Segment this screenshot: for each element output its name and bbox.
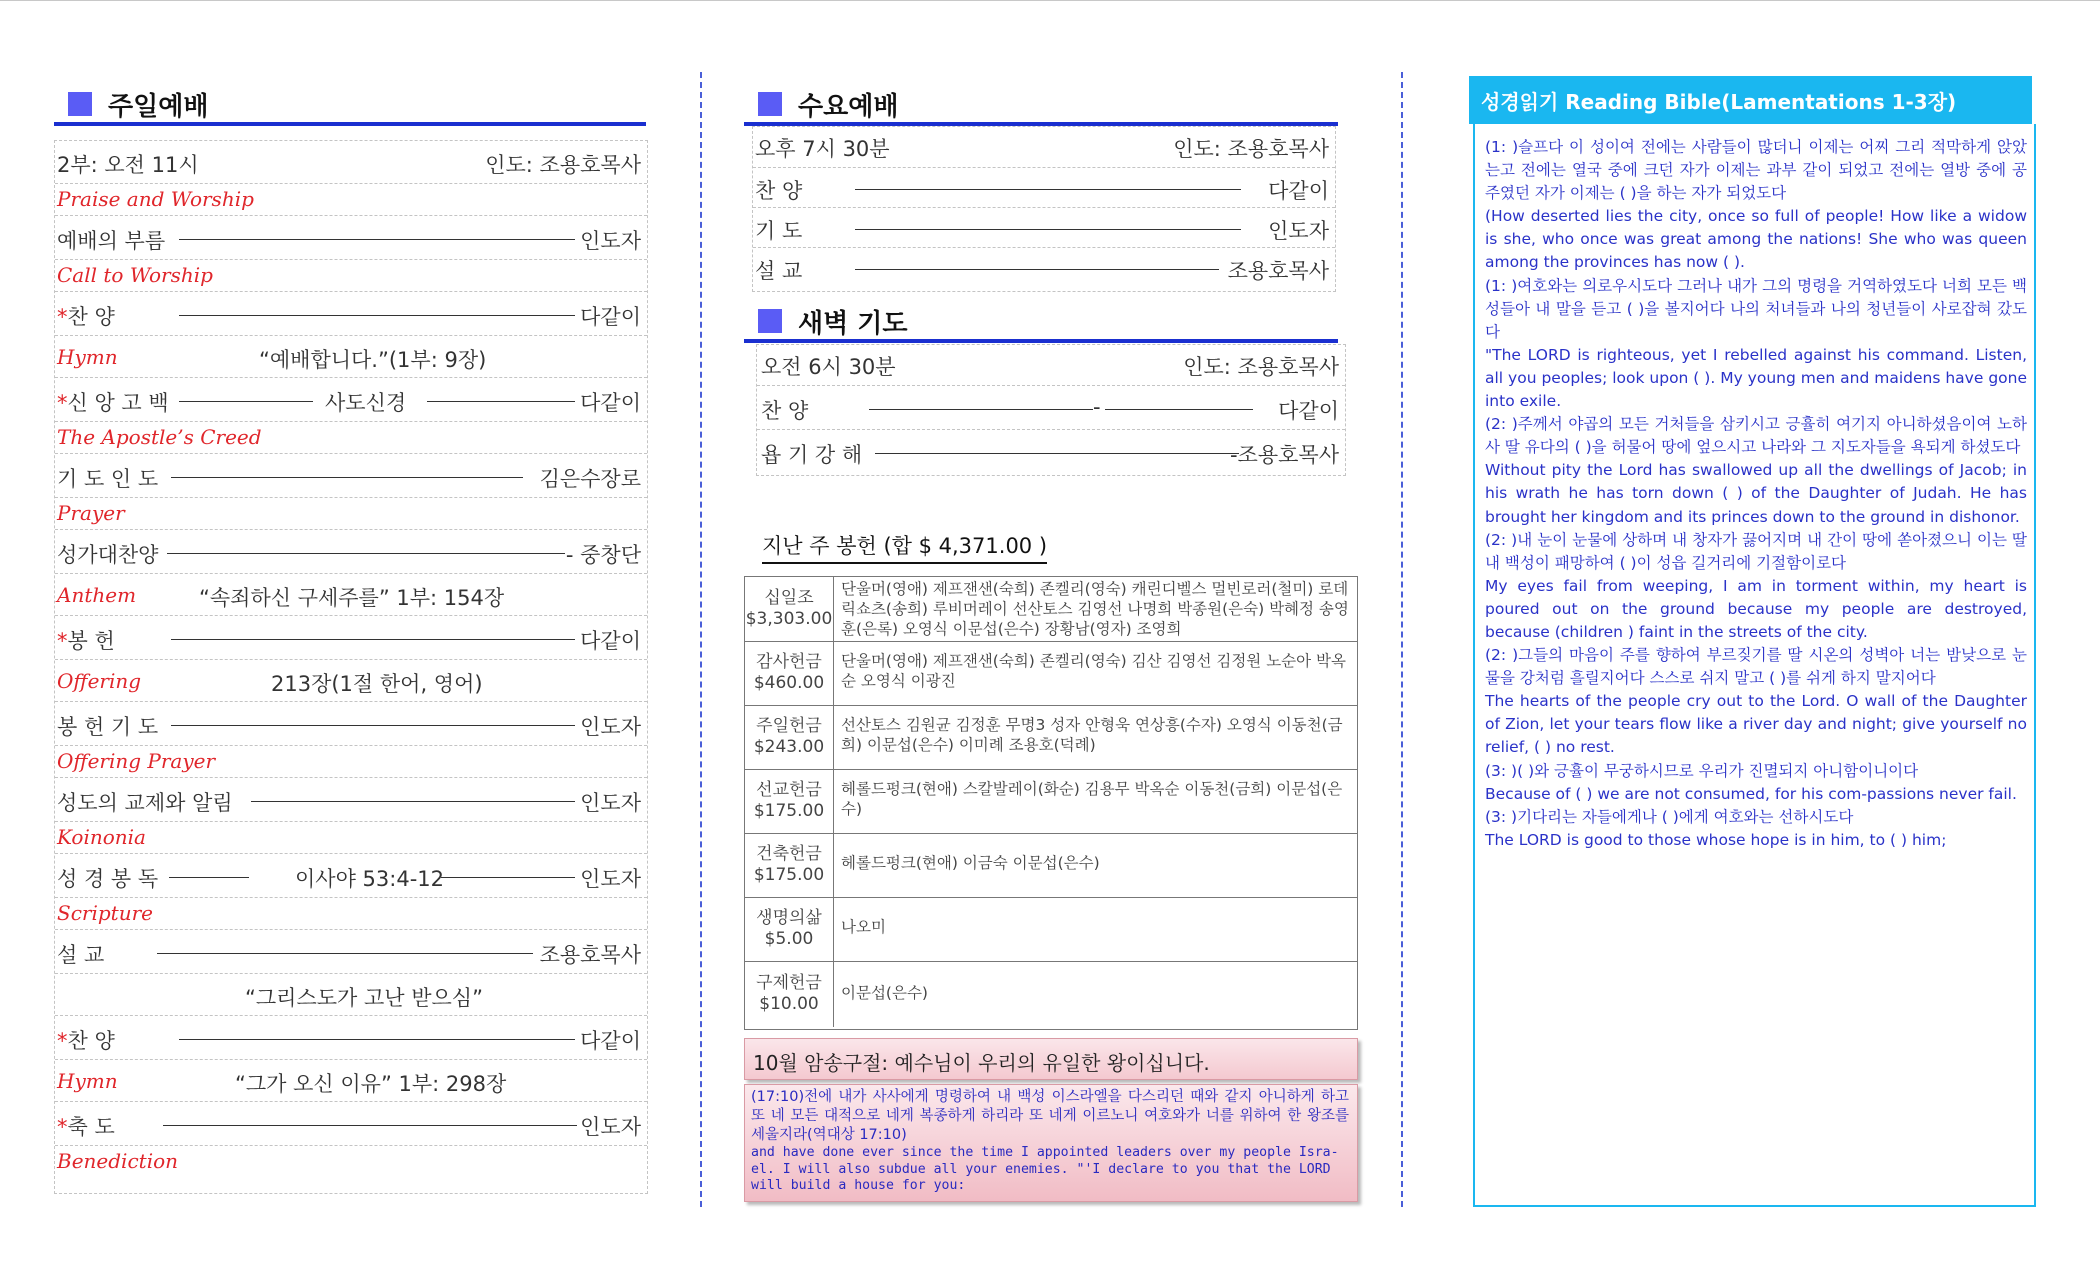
- table-row: [745, 577, 1357, 642]
- dawn-order: [756, 344, 1346, 476]
- hymn-en-row: [55, 1059, 647, 1102]
- offering-names: 단울머(영애) 제프잰샌(숙희) 존켈리(영숙) 김산 김영선 김정원 노순아 박옥순 오영식 이광진: [841, 652, 1346, 690]
- koinonia-english: Koinonia: [57, 825, 146, 849]
- table-row: [745, 961, 1357, 1027]
- table-row: [745, 705, 1357, 770]
- hymn-label: 찬 양: [67, 305, 115, 329]
- wednesday-hymn-row: [753, 167, 1335, 208]
- offering-prayer-leader: 인도자: [580, 715, 641, 739]
- anthem-en-row: [55, 573, 647, 616]
- benediction-english: Benediction: [57, 1149, 179, 1173]
- sunday-order: [54, 140, 648, 1194]
- standing-mark: *: [57, 629, 68, 653]
- wednesday-time: 오후 7시 30분: [755, 137, 890, 161]
- reading-bible-title: 성경읽기 Reading Bible(Lamentations 1-3장): [1481, 90, 1957, 114]
- service-time: 2부: 오전 11시: [57, 153, 199, 177]
- offering-category: 십일조 $3,303.00: [745, 577, 834, 641]
- offering-names: 단울머(영애) 제프잰샌(숙희) 존켈리(영숙) 캐린디벨스 멀빈로러(철미) 로데릭쇼츠(송희) 루비머레이 선산토스 김영선 나명희 박종원(은숙) 박혜정 송영훈(은록) 오영식 이문섭(은수) 장황남(영자) 조영희: [841, 580, 1349, 638]
- offering-table: [744, 576, 1358, 1030]
- scripture-row: [55, 853, 647, 898]
- call-label: 예배의 부름: [57, 229, 166, 253]
- wednesday-prayer-row: [753, 207, 1335, 248]
- memory-verse-box: [744, 1084, 1358, 1202]
- wednesday-hymn-label: 찬 양: [755, 179, 803, 203]
- offering-names: 나오미: [841, 918, 886, 936]
- wednesday-leader: 인도: 조용호목사: [1173, 137, 1329, 161]
- memory-verse-korean: (17:10)전에 내가 사사에게 명령하여 내 백성 이스라엘을 다스리던 때와 같지 아니하게 하고 또 네 모든 대적으로 네게 복종하게 하리라 또 네게 이르노니 여호와가 너를 위하여 한 왕조를 세울지라(역대상 17:10): [751, 1089, 1349, 1143]
- prayer-label: 기 도 인 도: [57, 467, 159, 491]
- dawn-dash: -: [1093, 395, 1101, 419]
- dawn-hymn-row: [757, 385, 1345, 430]
- scripture-leader: 인도자: [580, 867, 641, 891]
- anthem-english: Anthem: [57, 583, 137, 607]
- reading-bible-box: [1473, 124, 2036, 1207]
- service-leader: 인도: 조용호목사: [485, 153, 641, 177]
- reading-bible-header: [1469, 76, 2032, 124]
- offering-category: 구제헌금 $10.00: [745, 961, 834, 1027]
- koinonia-label: 성도의 교제와 알림: [57, 791, 233, 815]
- verse-english: The hearts of the people cry out to the Lord. O wall of the Daughter of Zion, let your tears flow like a river day and night; give yourself no relief, ( ) no rest.: [1485, 692, 2027, 757]
- memory-verse-english: and have done ever since the time I appointed leaders over my people Isra-el. I will also subdue all your enemies. "'I declare to you that the LORD will build a house for you:: [751, 1145, 1339, 1193]
- offering-label: 봉 헌: [67, 629, 115, 653]
- dawn-job-row: [757, 429, 1345, 473]
- leader-line: [157, 953, 533, 954]
- prayer-english: Prayer: [57, 501, 125, 525]
- leader-line: [179, 239, 575, 240]
- sunday-header: [54, 80, 646, 126]
- creed-en-row: [55, 421, 647, 454]
- verse-english: "The LORD is righteous, yet I rebelled against his command. Listen, all you peoples; look upon ( ). My young men and maidens have gone into exile.: [1485, 345, 2027, 411]
- anthem-leader: - 중창단: [565, 543, 641, 567]
- wednesday-hymn-leader: 다같이: [1268, 179, 1329, 203]
- benediction-label: 축 도: [67, 1115, 115, 1139]
- standing-mark: *: [57, 1115, 68, 1139]
- hymn-label: 찬 양: [67, 1029, 115, 1053]
- offering-leader: 다같이: [580, 629, 641, 653]
- offering-prayer-label: 봉 헌 기 도: [57, 715, 159, 739]
- dawn-job-label: 욥 기 강 해: [761, 443, 863, 467]
- memory-verse-header: [744, 1038, 1358, 1080]
- dawn-leader: 인도: 조용호목사: [1183, 355, 1339, 379]
- service-time-row: [55, 141, 647, 184]
- offering-category: 건축헌금 $175.00: [745, 833, 834, 897]
- offering-row: [55, 615, 647, 660]
- sermon-title: “그리스도가 고난 받으심”: [245, 986, 483, 1010]
- offering-prayer-english: Offering Prayer: [57, 749, 216, 773]
- table-row: [745, 833, 1357, 898]
- prayer-leader: 김은수장로: [539, 467, 641, 491]
- creed-label: 신 앙 고 백: [67, 391, 169, 415]
- leader-line: [167, 553, 565, 554]
- hymn-english: Hymn: [57, 1069, 118, 1093]
- sermon-title-row: [55, 973, 647, 1016]
- leader-line: [251, 801, 575, 802]
- leader-line: [855, 189, 1241, 190]
- leader-line: [171, 725, 575, 726]
- anthem-row: [55, 529, 647, 574]
- leader-line: [171, 477, 523, 478]
- hymn-detail: “그가 오신 이유” 1부: 298장: [235, 1072, 507, 1096]
- offering-category: 생명의삶 $5.00: [745, 897, 834, 961]
- offering-names: 헤롤드펑크(현애) 스칼발레이(화순) 김용무 박옥순 이동천(금희) 이문섭(은수): [841, 780, 1343, 818]
- leader-line: [163, 1125, 577, 1126]
- wednesday-prayer-leader: 인도자: [1268, 219, 1329, 243]
- wednesday-order: [752, 126, 1336, 292]
- call-row: [55, 215, 647, 260]
- leader-line: [179, 401, 313, 402]
- offering-en-row: [55, 659, 647, 702]
- hymn-leader: 다같이: [580, 305, 641, 329]
- offering-category: 주일헌금 $243.00: [745, 705, 834, 769]
- verse-english: The LORD is good to those whose hope is in him, to ( ) him;: [1485, 830, 1947, 849]
- wednesday-title: 수요예배: [798, 92, 899, 122]
- wednesday-prayer-label: 기 도: [755, 219, 803, 243]
- verse-english: Without pity the Lord has swallowed up all the dwellings of Jacob; in his wrath he has torn down ( ) of the Daughter of Judah. He has brought her kingdom and its princes down to the ground in dishonor.: [1485, 461, 2027, 526]
- dawn-time-row: [757, 345, 1345, 386]
- verse-english: Because of ( ) we are not consumed, for his com-passions never fail.: [1485, 784, 2017, 803]
- call-english: Call to Worship: [57, 263, 213, 287]
- creed-leader: 다같이: [580, 391, 641, 415]
- wednesday-sermon-row: [753, 247, 1335, 289]
- square-bullet-icon: [68, 92, 92, 116]
- offering-english: Offering: [57, 669, 142, 693]
- dawn-job-preacher: -조용호목사: [1229, 443, 1339, 467]
- dawn-hymn-label: 찬 양: [761, 399, 809, 423]
- hymn-row: [55, 1015, 647, 1060]
- sunday-title: 주일예배: [108, 92, 209, 122]
- wednesday-sermon-label: 설 교: [755, 259, 803, 283]
- scripture-reference: 이사야 53:4-12: [295, 867, 444, 891]
- verse-korean: (2: )그들의 마음이 주를 향하여 부르짖기를 딸 시온의 성벽아 너는 밤낮으로 눈물을 강처럼 흘릴지어다 스스로 쉬지 말고 ( )를 쉬게 하지 말지어다: [1485, 646, 2027, 688]
- standing-mark: *: [57, 1029, 68, 1053]
- column-divider: [1401, 72, 1403, 1207]
- square-bullet-icon: [758, 309, 782, 333]
- verse-korean: (3: )기다리는 자들에게나 ( )에게 여호와는 선하시도다: [1485, 807, 1854, 826]
- creed-row: [55, 377, 647, 422]
- hymn-detail: “예배합니다.”(1부: 9장): [259, 348, 487, 372]
- verse-korean: (1: )슬프다 이 성이여 전에는 사람들이 많더니 이제는 어찌 그리 적막하게 앉았는고 전에는 열국 중에 크던 자가 이제는 과부 같이 되었고 전에는 열방 중에 공주였던 자가 이제는 ( )을 하는 자가 되었도다: [1485, 138, 2027, 203]
- standing-mark: *: [57, 391, 68, 415]
- leader-line: [171, 639, 575, 640]
- column-divider: [700, 72, 702, 1207]
- hymn-english: Hymn: [57, 345, 118, 369]
- offering-report-title: 지난 주 봉헌 (합 $ 4,371.00 ): [762, 530, 1047, 564]
- call-leader: 인도자: [580, 229, 641, 253]
- dawn-header: [744, 297, 1338, 343]
- prayer-row: [55, 453, 647, 498]
- verse-korean: (1: )여호와는 의로우시도다 그러나 내가 그의 명령을 거역하였도다 너희 모든 백성들아 내 말을 듣고 ( )을 볼지어다 나의 처녀들과 나의 청년들이 사로잡혀 갔도다: [1485, 276, 2027, 341]
- offering-prayer-en-row: [55, 745, 647, 778]
- creed-detail: 사도신경: [325, 391, 407, 415]
- verse-korean: (3: )( )와 긍휼이 무궁하시므로 우리가 진멸되지 아니함이니이다: [1485, 761, 1919, 780]
- table-row: [745, 897, 1357, 962]
- offering-category: 선교헌금 $175.00: [745, 769, 834, 833]
- dawn-hymn-leader: 다같이: [1278, 399, 1339, 423]
- koinonia-en-row: [55, 821, 647, 854]
- offering-prayer-row: [55, 701, 647, 746]
- koinonia-leader: 인도자: [580, 791, 641, 815]
- benediction-en-row: [55, 1145, 647, 1177]
- offering-category: 감사헌금 $460.00: [745, 641, 834, 705]
- call-en-row: [55, 259, 647, 292]
- hymn-leader: 다같이: [580, 1029, 641, 1053]
- offering-names: 헤롤드펑크(현애) 이금숙 이문섭(은수): [841, 854, 1100, 872]
- benediction-leader: 인도자: [580, 1115, 641, 1139]
- sermon-label: 설 교: [57, 943, 105, 967]
- verse-english: (How deserted lies the city, once so full of people! How like a widow is she, who once was great among the nations! She who was queen among the provinces has now ( ).: [1485, 207, 2027, 272]
- hymn-en-row: [55, 335, 647, 378]
- leader-line: [179, 1039, 575, 1040]
- table-row: [745, 769, 1357, 834]
- leader-line: [441, 877, 575, 878]
- verse-korean: (2: )주께서 야곱의 모든 거처들을 삼키시고 긍휼히 여기지 아니하셨음이여 노하사 딸 유다의 ( )을 허물어 땅에 엎으시고 나라와 그 지도자들을 욕되게 하셨도다: [1485, 415, 2027, 457]
- koinonia-row: [55, 777, 647, 822]
- offering-names: 이문섭(은수): [841, 984, 928, 1002]
- creed-english: The Apostle’s Creed: [57, 425, 262, 449]
- verse-english: My eyes fail from weeping, I am in torment within, my heart is poured out on the ground because my people are destroyed, because (children ) faint in the streets of the city.: [1485, 576, 2027, 641]
- square-bullet-icon: [758, 92, 782, 116]
- memory-verse-title: 10월 암송구절: 예수님이 우리의 유일한 왕이십니다.: [753, 1051, 1210, 1075]
- verse-korean: (2: )내 눈이 눈물에 상하며 내 창자가 끓어지며 내 간이 땅에 쏟아졌으니 이는 딸 내 백성이 패망하여 ( )이 성읍 길거리에 기절함이로다: [1485, 530, 2027, 572]
- wednesday-time-row: [753, 127, 1335, 168]
- dawn-title: 새벽 기도: [798, 309, 908, 339]
- wednesday-header: [744, 80, 1338, 126]
- standing-mark: *: [57, 305, 68, 329]
- leader-line: [179, 315, 575, 316]
- leader-line: [1105, 409, 1253, 410]
- praise-row: [55, 183, 647, 216]
- scripture-english: Scripture: [57, 901, 153, 925]
- leader-line: [855, 269, 1219, 270]
- table-row: [745, 641, 1357, 706]
- offering-names: 선산토스 김원균 김정훈 무명3 성자 안형욱 연상흥(수자) 오영식 이동천(금희) 이문섭(은수) 이미례 조용호(덕례): [841, 716, 1343, 754]
- anthem-detail: “속죄하신 구세주를” 1부: 154장: [199, 586, 505, 610]
- anthem-label: 성가대찬양: [57, 543, 159, 567]
- sermon-preacher: 조용호목사: [539, 943, 641, 967]
- sermon-row: [55, 929, 647, 974]
- scripture-en-row: [55, 897, 647, 930]
- prayer-en-row: [55, 497, 647, 530]
- reading-bible-text: [1485, 136, 2027, 852]
- leader-line: [875, 453, 1239, 454]
- leader-line: [855, 229, 1241, 230]
- leader-line: [169, 877, 249, 878]
- hymn-row: [55, 291, 647, 336]
- benediction-row: [55, 1101, 647, 1146]
- scripture-label: 성 경 봉 독: [57, 867, 159, 891]
- praise-english: Praise and Worship: [57, 187, 254, 211]
- leader-line: [427, 401, 575, 402]
- top-rule: [0, 0, 2100, 1]
- wednesday-preacher: 조용호목사: [1227, 259, 1329, 283]
- offering-detail: 213장(1절 한어, 영어): [271, 672, 483, 696]
- leader-line: [869, 409, 1093, 410]
- dawn-time: 오전 6시 30분: [761, 355, 896, 379]
